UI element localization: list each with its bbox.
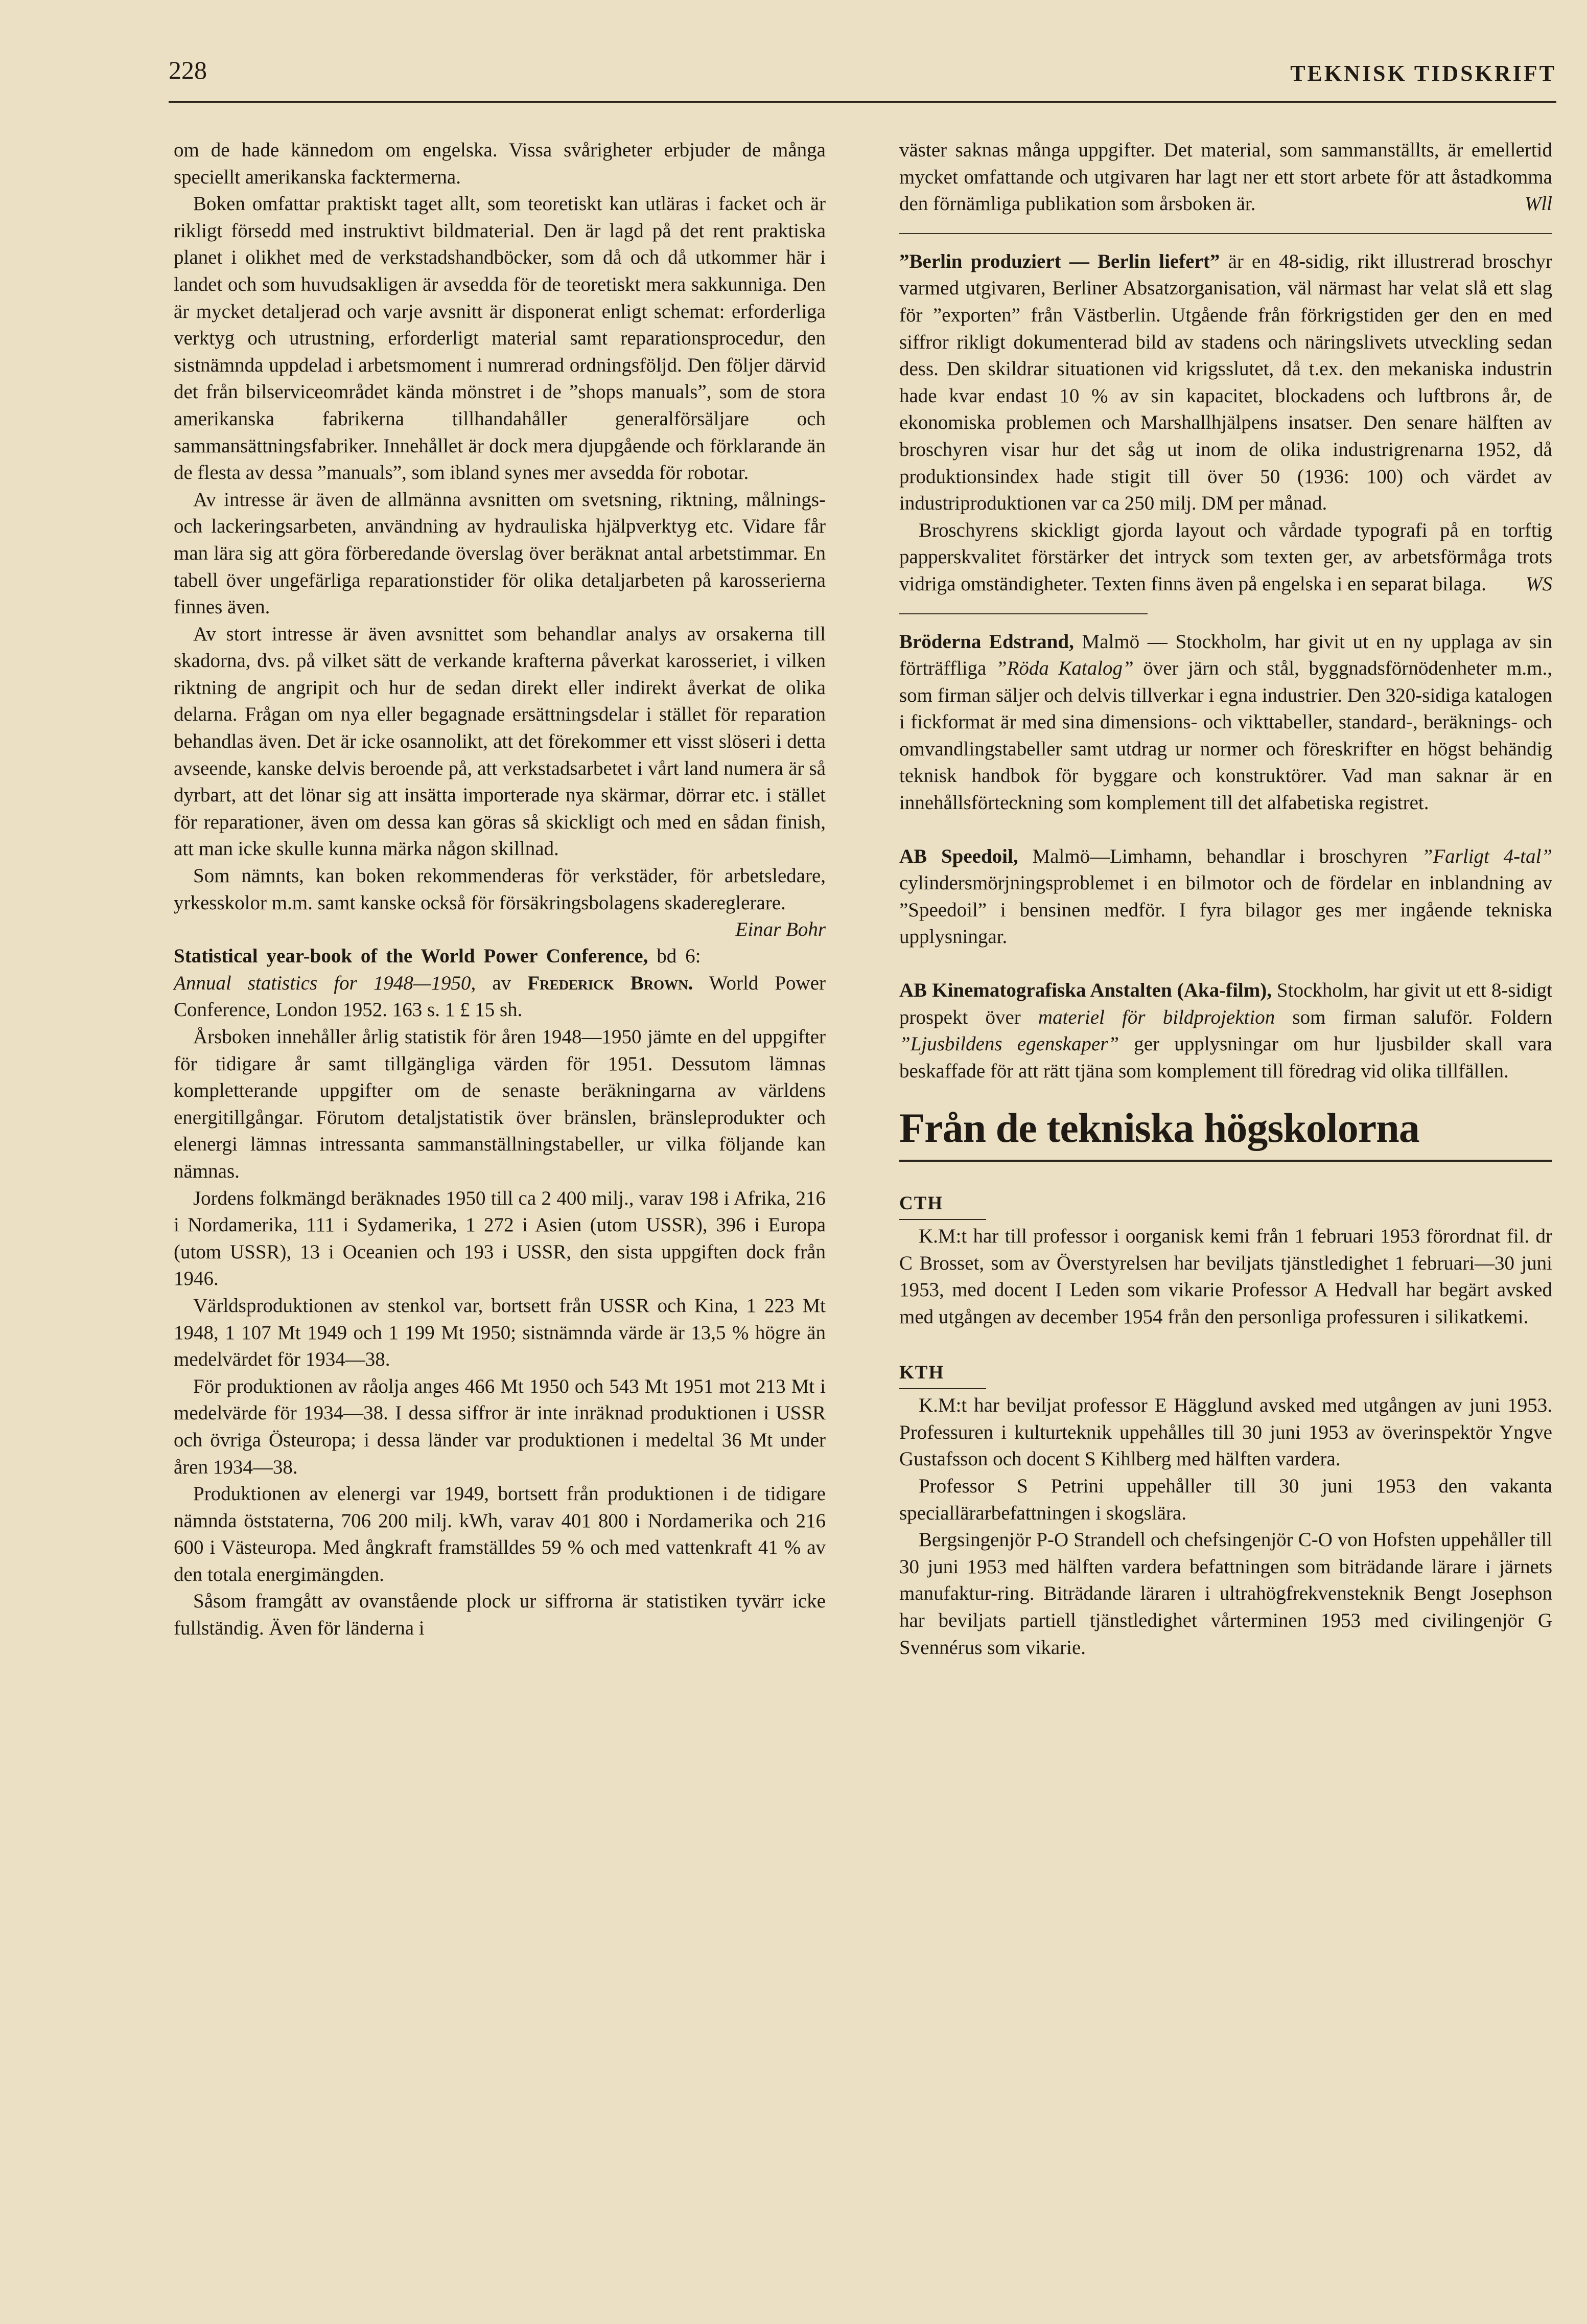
- continued-signature: Wll: [1524, 193, 1552, 215]
- notice3-text-b: cylindersmörjningsproblemet i en bilmotor och de fördelar en inblandning av ”Speedoil” i bensinen medför. I fyra bilagor ges mer ingående tekniska upplysningar.: [899, 872, 1552, 948]
- page-number: 228: [169, 56, 207, 84]
- column-rule: [899, 613, 1148, 614]
- notice3-paragraph: [899, 843, 1552, 951]
- notice3-title: AB Speedoil,: [899, 845, 1018, 867]
- review2-bibliography: [174, 943, 826, 1024]
- review2-author: Frederick Brown.: [527, 972, 693, 994]
- notice2-title: Bröderna Edstrand,: [899, 630, 1074, 653]
- spacer: [899, 817, 1552, 843]
- review2-title: Statistical year-book of the World Power Conference,: [174, 945, 648, 968]
- notice1-paragraph2: [899, 517, 1552, 598]
- notice1-title: ”Berlin produziert — Berlin liefert”: [899, 250, 1220, 272]
- review1-signature: Einar Bohr: [735, 918, 826, 941]
- notice4-text-b: som firman saluför. Foldern: [1292, 1006, 1553, 1028]
- notice3-brochure-name: ”Farligt 4-tal”: [1421, 845, 1553, 867]
- cth-heading: CTH: [899, 1192, 944, 1214]
- column-rule: [899, 233, 1552, 234]
- kth-paragraph: K.M:t har beviljat professor E Hägglund avsked med utgången av juni 1953. Professuren i kulturteknik uppehålles till 30 juni 1953 av överinspektör Yngve Gustafsson och docent S Kihlberg med hälften vardera.: [899, 1394, 1552, 1470]
- review1-paragraph: Av stort intresse är även avsnittet som behandlar analys av orsakerna till skadorna, dvs. på vilket sätt de verkande krafterna påverkat karosseriet, i vilken riktning de angripit och hur de sedan direkt eller indirekt åverkat de olika delarna. Frågan om nya eller begagnade ersättningsdelar i stället för reparation behandlas även. Det är icke osannolikt, att det förekommer ett visst slöseri i detta avseende, kanske delvis beroende på, att verkstadsarbetet i vårt land numera är så dyrbart, att det lönar sig att insätta importerade nya skärmar, dörrar etc. i stället för reparationer, även om dessa kan göras så skickligt och med en sådan finish, att man icke skulle kunna märka någon skillnad.: [174, 623, 826, 860]
- notice2-text-b: över järn och stål, byggnadsförnödenheter m.m., som firman säljer och delvis tillverkar i egna industrier. Den 320-sidiga katalogen i fickformat är med sina dimensions- och vikttabeller, standard-, beräknings- och omvandlingstabeller samt utdrag ur normer och föreskrifter en högst behändig teknisk handbok för byggare och konstruktörer. Vad man saknar är en innehållsförteckning som komplement till det alfabetiska registret.: [899, 657, 1553, 814]
- notice4-italic-b: ”Ljusbildens egenskaper”: [899, 1033, 1119, 1055]
- continued-text: väster saknas många uppgifter. Det material, som sammanställts, är emellertid mycket omfattande och utgivaren har lagt ner ett stort arbete för att åstadkomma den förnämliga publikation som årsboken är.: [899, 139, 1552, 215]
- right-column: [899, 137, 1552, 1661]
- section-rule: [899, 1160, 1552, 1162]
- notice4-title: AB Kinematografiska Anstalten (Aka-film),: [899, 979, 1272, 1002]
- review2-paragraph: Såsom framgått av ovanstående plock ur siffrorna är statistiken tyvärr icke fullständig. Även för länderna i: [174, 1590, 826, 1640]
- review2-paragraph: Världsproduktionen av stenkol var, bortsett från USSR och Kina, 1 223 Mt 1948, 1 107 Mt 1949 och 1 199 Mt 1950; sistnämnda värde är 13,5 % högre än medelvärdet för 1934—38.: [174, 1294, 826, 1371]
- kth-heading: KTH: [899, 1362, 945, 1383]
- cth-paragraph: K.M:t har till professor i oorganisk kemi från 1 februari 1953 förordnat fil. dr C Brosset, som av Överstyrelsen har beviljats tjänstledighet 1 februari—30 juni 1953, med docent I Leden som vikarie Professor A Hedvall har begärt avsked med utgången av december 1954 från den personliga professuren i silikatkemi.: [899, 1225, 1552, 1328]
- notice2-catalog-name: ”Röda Katalog”: [995, 657, 1134, 680]
- notice1-paragraph: [899, 248, 1552, 517]
- notice1-text: är en 48-sidig, rikt illustrerad broschyr varmed utgivaren, Berliner Absatzorganisation, väl närmast har velat slå ett slag för ”exporten” från Västberlin. Utgående från förkrigstiden ger den en med siffror rikligt dokumenterad bild av stadens och näringslivets utveckling sedan dess. Den skildrar situationen vid krigsslutet, då t.ex. den mekaniska industrin hade kvar endast 10 % av sin kapacitet, blockadens och luftbrons år, de ekonomiska problemen och Marshallhjälpens insatser. Den senare hälften av broschyren visar hur det såg ut inom de olika industrigrenarna 1952, då produktionsindex hade stigit till över 50 (1936: 100) och värdet av industriproduktionen var ca 250 milj. DM per månad.: [899, 250, 1553, 515]
- subhead-rule: [899, 1219, 986, 1220]
- notice4-text-c: ger upplysningar om hur ljusbilder skall vara beskaffade för att rätt tjäna som komplement till föredrag vid olika tillfällen.: [899, 1033, 1552, 1082]
- review1-paragraph: Av intresse är även de allmänna avsnitten om svetsning, riktning, målnings- och lackeringsarbeten, användning av hydrauliska hjälpverktyg etc. Vidare får man lära sig att göra förberedande överslag över beräknat antal arbetstimmar. En tabell över ungefärliga reparationstider för olika detaljarbeten på karosserierna finnes även.: [174, 488, 826, 618]
- left-column: [174, 137, 826, 1642]
- notice1-signature: WS: [1526, 572, 1552, 595]
- subhead-rule: [899, 1388, 986, 1389]
- review2-paragraph: För produktionen av råolja anges 466 Mt 1950 och 543 Mt 1951 mot 213 Mt i medelvärde för 1934—38. I dessa siffror är inte inräknad produktionen i USSR och övriga Östeuropa; i dessa länder var produktionen i medeltal 36 Mt under åren 1934—38.: [174, 1375, 826, 1478]
- kth-paragraph: Professor S Petrini uppehåller till 30 juni 1953 den vakanta speciallärarbefattningen i skogslära.: [899, 1475, 1552, 1524]
- review2-publisher: World Power Conference, London 1952. 163 s. 1 £ 15 sh.: [174, 972, 826, 1021]
- notice2-paragraph: [899, 629, 1552, 817]
- notice4-italic-a: materiel för bildprojektion: [1038, 1006, 1275, 1028]
- review1-paragraph: Boken omfattar praktiskt taget allt, som teoretiskt kan utläras i facket och är rikligt försedd med instruktivt bildmaterial. Den är lagd på det rent praktiska planet i olikhet med de verkstadshandböcker, som då och då utkommer här i landet och som huvudsakligen är avsedda för de teoretiskt mera sakkunniga. Den är mycket detaljerad och varje avsnitt är disponerat enligt schemat: erforderliga verktyg och utrustning, erforderligt material samt reparationsprocedur, den sistnämnda uppdelad i arbetsmoment i numrerad ordningsföljd. Den följer därvid det från bilserviceområdet kända mönstret i de ”shops manuals”, som de stora amerikanska fabrikerna tillhandahåller generalförsäljare och sammansättningsfabriker. Innehållet är dock mera djupgående och förklarande än de flesta av dessa ”manuals”, som ibland synes mer avsedda för robotar.: [174, 193, 826, 484]
- review2-paragraph: Årsboken innehåller årlig statistik för åren 1948—1950 jämte en del uppgifter för tidigare år samt tillgängliga värden för 1951. Dessutom lämnas kompletterande uppgifter om de senaste beräkningarna av världens energitillgångar. Förutom detaljstatistik över bränslen, bränsleprodukter och elenergi lämnas intressanta sammanställningstabeller, ur vilka följande kan nämnas.: [174, 1026, 826, 1182]
- notice2-text-a: Malmö — Stockholm, har givit ut en ny upplaga av sin förträffliga: [899, 630, 1552, 680]
- spacer: [899, 951, 1552, 977]
- review1-paragraph: [174, 863, 826, 941]
- section-heading: Från de tekniska högskolorna: [899, 1105, 1419, 1152]
- review2-by: av: [492, 972, 511, 994]
- journal-title: TEKNISK TIDSKRIFT: [1290, 61, 1556, 86]
- review2-paragraph: Produktionen av elenergi var 1949, bortsett från produktionen i de tidigare nämnda öststaterna, 706 200 milj. kWh, varav 401 800 i Nordamerika och 216 600 i Västeuropa. Med ångkraft framställdes 59 % och med vattenkraft 41 % av den totala energimängden.: [174, 1483, 826, 1585]
- continued-paragraph: [899, 137, 1552, 218]
- notice4-text-a: Stockholm, har givit ut ett 8-sidigt prospekt över: [899, 979, 1552, 1028]
- review2-paragraph: Jordens folkmängd beräknades 1950 till ca 2 400 milj., varav 198 i Afrika, 216 i Nordamerika, 111 i Sydamerika, 1 272 i Asien (utom USSR), 396 i Europa (utom USSR), 13 i Oceanien och 193 i USSR, den sista uppgiften dock från 1946.: [174, 1187, 826, 1290]
- header-rule: [169, 101, 1556, 103]
- review1-closing-text: Som nämnts, kan boken rekommenderas för verkstäder, för arbetsledare, yrkesskolor m.m. samt kanske också för försäkringsbolagens skadereglerare.: [174, 865, 826, 914]
- kth-paragraph: Bergsingenjör P-O Strandell och chefsingenjör C-O von Hofsten uppehåller till 30 juni 1953 med hälften vardera befattningen som biträdande lärare i järnets manufaktur-ring. Biträdande läraren i ultrahögfrekvensteknik Bengt Josephson har beviljats partiell tjänstledighet vårterminen 1953 med civilingenjör G Svennérus som vikarie.: [899, 1529, 1552, 1659]
- review1-paragraph: om de hade kännedom om engelska. Vissa svårigheter erbjuder de många speciellt amerikanska facktermerna.: [174, 139, 826, 188]
- notice4-paragraph: [899, 977, 1552, 1085]
- review2-volume: bd 6:: [657, 945, 701, 968]
- review2-subtitle: Annual statistics for 1948—1950,: [174, 972, 476, 994]
- notice1-text2: Broschyrens skickligt gjorda layout och vårdade typografi på en torftig papperskvalitet förstärker det intryck som texten ger, av arbetsförmåga trots vidriga omständigheter. Texten finns även på engelska i en separat bilaga.: [899, 519, 1552, 595]
- notice3-text-a: Malmö—Limhamn, behandlar i broschyren: [1032, 845, 1408, 867]
